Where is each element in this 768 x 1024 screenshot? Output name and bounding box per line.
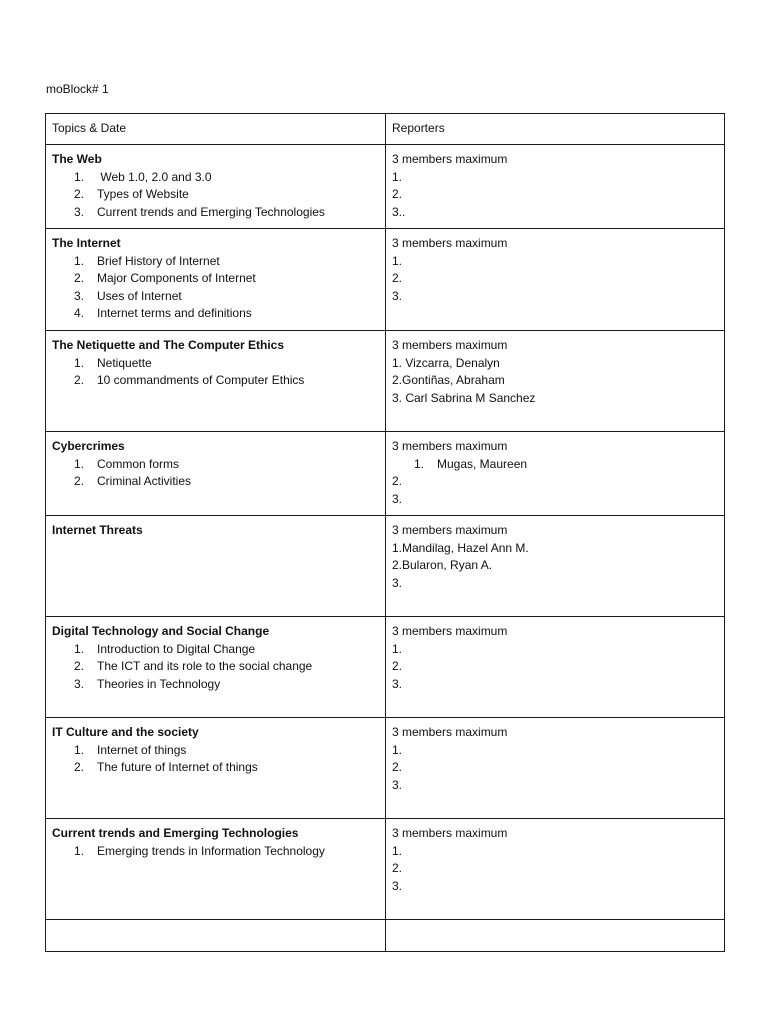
topic-cell	[46, 516, 386, 617]
subtopic-number: 1.	[74, 169, 85, 184]
subtopic-list	[52, 641, 379, 694]
header-topics-date: Topics & Date	[46, 114, 386, 145]
table-row	[46, 145, 725, 229]
subtopic-text: Theories in Technology	[97, 676, 221, 691]
reporter-line: 1.	[392, 169, 403, 184]
subtopic-text: Criminal Activities	[97, 474, 192, 488]
reporters-cell	[386, 516, 725, 617]
subtopic-item	[52, 270, 379, 288]
subtopic-text: Internet of things	[97, 742, 187, 757]
topic-title: Internet Threats	[52, 523, 143, 537]
topic-cell	[46, 718, 386, 819]
subtopic-text: Web 1.0, 2.0 and 3.0	[97, 169, 212, 184]
reporter-line: 2.	[392, 659, 403, 673]
subtopic-text: Types of Website	[97, 187, 189, 201]
subtopic-item	[52, 641, 379, 659]
reporter-line: 1.	[392, 742, 403, 757]
subtopic-item	[52, 473, 379, 491]
reporters-cell	[386, 331, 725, 432]
reporter-number: 1.	[414, 456, 425, 471]
subtopic-list	[52, 843, 379, 861]
reporter-line: 3.	[392, 575, 403, 590]
subtopic-number: 1.	[74, 456, 85, 471]
reporter-list-item	[392, 456, 718, 474]
reporter-line: 2.	[392, 187, 403, 201]
table-row	[46, 617, 725, 718]
subtopic-item	[52, 843, 379, 861]
reporter-name: Mugas, Maureen	[437, 456, 528, 471]
subtopic-item	[52, 169, 379, 187]
topic-cell	[46, 432, 386, 516]
reporters-cell	[386, 718, 725, 819]
reporter-line: 3. Carl Sabrina M Sanchez	[392, 390, 536, 405]
topic-title: The Internet	[52, 236, 121, 250]
subtopic-item	[52, 759, 379, 777]
subtopic-number: 2.	[74, 271, 85, 285]
reporter-line: 3.	[392, 676, 403, 691]
subtopic-text: Internet terms and definitions	[97, 306, 252, 320]
subtopic-item	[52, 456, 379, 474]
reporters-cell	[386, 145, 725, 229]
header-reporters: Reporters	[386, 114, 725, 145]
subtopic-number: 1.	[74, 355, 85, 370]
reporter-line: 3.	[392, 288, 403, 303]
subtopic-list	[52, 253, 379, 323]
subtopic-text: 10 commandments of Computer Ethics	[97, 373, 305, 387]
reporter-line: 3 members maximum	[392, 624, 508, 638]
subtopic-item	[52, 288, 379, 306]
subtopic-item	[52, 658, 379, 676]
topic-cell	[46, 617, 386, 718]
subtopic-text: The ICT and its role to the social change	[97, 659, 313, 673]
topic-title: Current trends and Emerging Technologies	[52, 826, 299, 840]
subtopic-text: Uses of Internet	[97, 288, 182, 303]
reporter-line: 1.Mandilag, Hazel Ann M.	[392, 540, 529, 555]
reporter-line: 3.	[392, 491, 403, 506]
reporter-line: 1.	[392, 253, 403, 268]
subtopic-list	[52, 169, 379, 222]
subtopic-number: 1.	[74, 843, 85, 858]
reporter-line: 3..	[392, 204, 406, 219]
subtopic-text: Brief History of Internet	[97, 253, 220, 268]
topic-cell	[46, 819, 386, 920]
topic-cell	[46, 229, 386, 331]
reporter-line: 3 members maximum	[392, 338, 508, 352]
reporter-line: 3.	[392, 878, 403, 893]
reporter-line: 3.	[392, 777, 403, 792]
subtopic-number: 2.	[74, 474, 85, 488]
subtopic-text: Common forms	[97, 456, 180, 471]
empty-table-row	[46, 920, 725, 952]
subtopic-number: 1.	[74, 742, 85, 757]
subtopic-item	[52, 253, 379, 271]
subtopic-number: 3.	[74, 288, 85, 303]
reporter-line: 3 members maximum	[392, 523, 508, 537]
reporter-line: 1.	[392, 843, 403, 858]
subtopic-text: Introduction to Digital Change	[97, 641, 256, 656]
subtopic-item	[52, 186, 379, 204]
subtopic-number: 2.	[74, 659, 85, 673]
empty-topic-cell	[46, 920, 386, 952]
subtopic-number: 2.	[74, 373, 85, 387]
subtopic-list	[52, 456, 379, 491]
reporter-line: 3 members maximum	[392, 236, 508, 250]
table-row	[46, 331, 725, 432]
subtopic-item	[52, 355, 379, 373]
reporter-line: 1.	[392, 641, 403, 656]
table-row	[46, 819, 725, 920]
reporter-line: 3 members maximum	[392, 725, 508, 739]
topic-title: The Web	[52, 152, 102, 166]
subtopic-number: 3.	[74, 204, 85, 219]
topic-title: Digital Technology and Social Change	[52, 624, 270, 638]
reporter-line: 2.	[392, 474, 403, 488]
subtopic-text: Major Components of Internet	[97, 271, 256, 285]
reporter-line: 1. Vizcarra, Denalyn	[392, 355, 500, 370]
table-row	[46, 718, 725, 819]
reporter-line: 2.	[392, 861, 403, 875]
subtopic-text: The future of Internet of things	[97, 760, 258, 774]
reporters-cell	[386, 819, 725, 920]
reporting-schedule-table	[45, 113, 725, 952]
reporters-cell	[386, 229, 725, 331]
subtopic-item	[52, 742, 379, 760]
empty-reporters-cell	[386, 920, 725, 952]
topic-title: The Netiquette and The Computer Ethics	[52, 338, 285, 352]
subtopic-item	[52, 372, 379, 390]
document-heading: moBlock# 1	[46, 82, 109, 96]
subtopic-list	[52, 355, 379, 390]
subtopic-text: Current trends and Emerging Technologies	[97, 204, 325, 219]
reporter-line: 3 members maximum	[392, 152, 508, 166]
subtopic-text: Emerging trends in Information Technology	[97, 843, 325, 858]
table-header-row	[46, 114, 725, 145]
subtopic-list	[52, 742, 379, 777]
reporters-cell	[386, 617, 725, 718]
subtopic-item	[52, 204, 379, 222]
topic-cell	[46, 145, 386, 229]
subtopic-item	[52, 305, 379, 323]
table-row	[46, 229, 725, 331]
reporter-line: 3 members maximum	[392, 439, 508, 453]
subtopic-number: 2.	[74, 760, 85, 774]
reporters-cell	[386, 432, 725, 516]
table-row	[46, 516, 725, 617]
subtopic-number: 2.	[74, 187, 85, 201]
topic-cell	[46, 331, 386, 432]
reporter-line: 2.	[392, 271, 403, 285]
reporter-line: 2.Bularon, Ryan A.	[392, 558, 493, 572]
subtopic-item	[52, 676, 379, 694]
subtopic-number: 1.	[74, 253, 85, 268]
table-row	[46, 432, 725, 516]
reporter-line: 3 members maximum	[392, 826, 508, 840]
subtopic-text: Netiquette	[97, 355, 152, 370]
subtopic-number: 1.	[74, 641, 85, 656]
reporter-line: 2.	[392, 760, 403, 774]
subtopic-number: 4.	[74, 306, 85, 320]
topic-title: IT Culture and the society	[52, 725, 199, 739]
subtopic-number: 3.	[74, 676, 85, 691]
reporter-line: 2.Gontiñas, Abraham	[392, 373, 505, 387]
topic-title: Cybercrimes	[52, 439, 125, 453]
